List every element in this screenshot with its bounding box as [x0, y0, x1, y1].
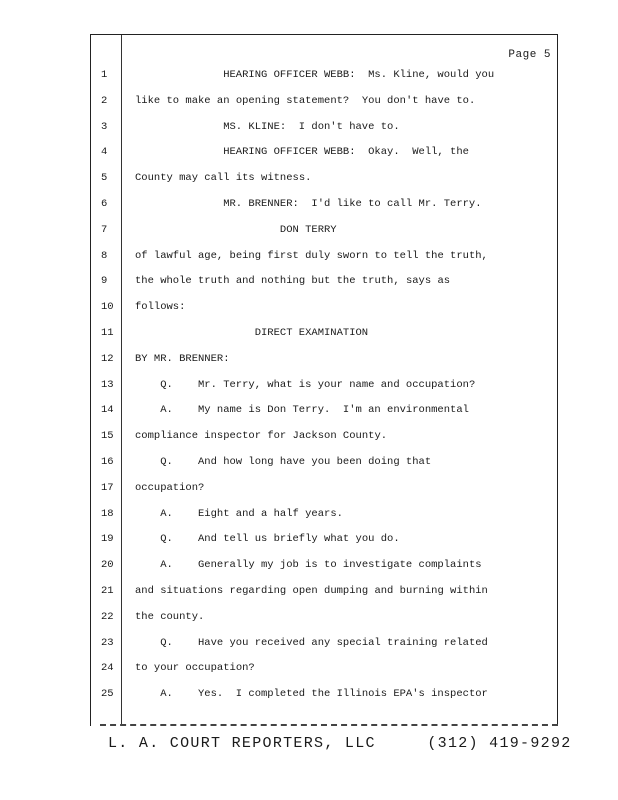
transcript-line: [91, 658, 559, 678]
line-text: the county.: [135, 610, 205, 623]
transcript-line: [91, 607, 559, 627]
transcript-line: [91, 375, 559, 395]
transcript-line: [91, 142, 559, 162]
footer-reporter: L. A. COURT REPORTERS, LLC (312) 419-9292: [108, 735, 572, 752]
line-number: 12: [101, 352, 114, 365]
transcript-line: [91, 194, 559, 214]
line-number: 8: [101, 249, 108, 262]
line-number: 5: [101, 172, 108, 185]
line-number: 21: [101, 585, 114, 597]
line-text: Q. Mr. Terry, what is your name and occupation?: [160, 378, 476, 391]
line-text: Q. And how long have you been doing that: [160, 456, 432, 468]
line-number: 25: [101, 688, 114, 701]
transcript-line: [91, 323, 559, 343]
transcript-line: [91, 65, 559, 85]
line-text: A. Eight and a half years.: [160, 507, 343, 520]
line-number: 7: [101, 223, 108, 236]
line-text: A. My name is Don Terry. I'm an environmental: [160, 404, 469, 417]
line-text: MS. KLINE: I don't have to.: [223, 120, 400, 133]
line-text: MR. BRENNER: I'd like to call Mr. Terry.: [223, 198, 482, 210]
transcript-line: [91, 478, 559, 498]
transcript-line: [91, 426, 559, 446]
transcript-line: [91, 117, 559, 137]
transcript-line: [91, 633, 559, 653]
transcript-line: [91, 168, 559, 188]
line-text: A. Yes. I completed the Illinois EPA's inspector: [160, 688, 488, 701]
transcript-line: [91, 91, 559, 111]
transcript-line: [91, 349, 559, 369]
line-text: Q. Have you received any special training related: [160, 636, 488, 649]
line-text: HEARING OFFICER WEBB: Ms. Kline, would you: [223, 69, 495, 81]
line-number: 18: [101, 507, 114, 520]
line-text: DIRECT EXAMINATION: [254, 327, 369, 339]
line-number: 22: [101, 610, 114, 623]
transcript-line: [91, 220, 559, 240]
transcript-line: [91, 504, 559, 524]
line-number: 10: [101, 301, 114, 314]
transcript-line: [91, 297, 559, 317]
transcript-line: [91, 581, 559, 601]
line-number: 6: [101, 198, 108, 210]
transcript-line: [91, 400, 559, 420]
transcript-page: [90, 34, 558, 726]
line-number: 16: [101, 456, 114, 468]
line-text: A. Generally my job is to investigate complaints: [160, 559, 482, 572]
transcript-line: [91, 271, 559, 291]
line-number: 3: [101, 120, 108, 133]
page-number: Page 5: [508, 49, 551, 61]
line-text: County may call its witness.: [135, 172, 312, 185]
line-text: of lawful age, being first duly sworn to tell the truth,: [135, 249, 488, 262]
line-text: HEARING OFFICER WEBB: Okay. Well, the: [223, 146, 469, 159]
line-text: the whole truth and nothing but the truth, says as: [135, 275, 451, 288]
bottom-rule: [100, 724, 558, 726]
transcript-line: [91, 684, 559, 704]
line-text: DON TERRY: [279, 223, 337, 236]
line-text: occupation?: [135, 481, 205, 494]
line-text: compliance inspector for Jackson County.: [135, 430, 388, 443]
line-number: 1: [101, 69, 108, 81]
line-number: 23: [101, 636, 114, 649]
line-number: 13: [101, 378, 114, 391]
transcript-line: [91, 246, 559, 266]
line-number: 2: [101, 94, 108, 107]
line-text: BY MR. BRENNER:: [135, 352, 230, 365]
line-number: 19: [101, 533, 114, 546]
line-number: 17: [101, 481, 114, 494]
line-text: follows:: [135, 301, 186, 314]
line-text: Q. And tell us briefly what you do.: [160, 533, 400, 546]
transcript-line: [91, 555, 559, 575]
transcript-line: [91, 529, 559, 549]
line-number: 15: [101, 430, 114, 443]
line-text: and situations regarding open dumping and burning within: [135, 585, 488, 597]
line-number: 11: [101, 327, 114, 339]
line-number: 24: [101, 662, 114, 675]
line-text: to your occupation?: [135, 662, 255, 675]
line-number: 14: [101, 404, 114, 417]
transcript-line: [91, 452, 559, 472]
line-number: 9: [101, 275, 108, 288]
line-text: like to make an opening statement? You don't have to.: [135, 94, 476, 107]
line-number: 4: [101, 146, 108, 159]
line-number: 20: [101, 559, 114, 572]
